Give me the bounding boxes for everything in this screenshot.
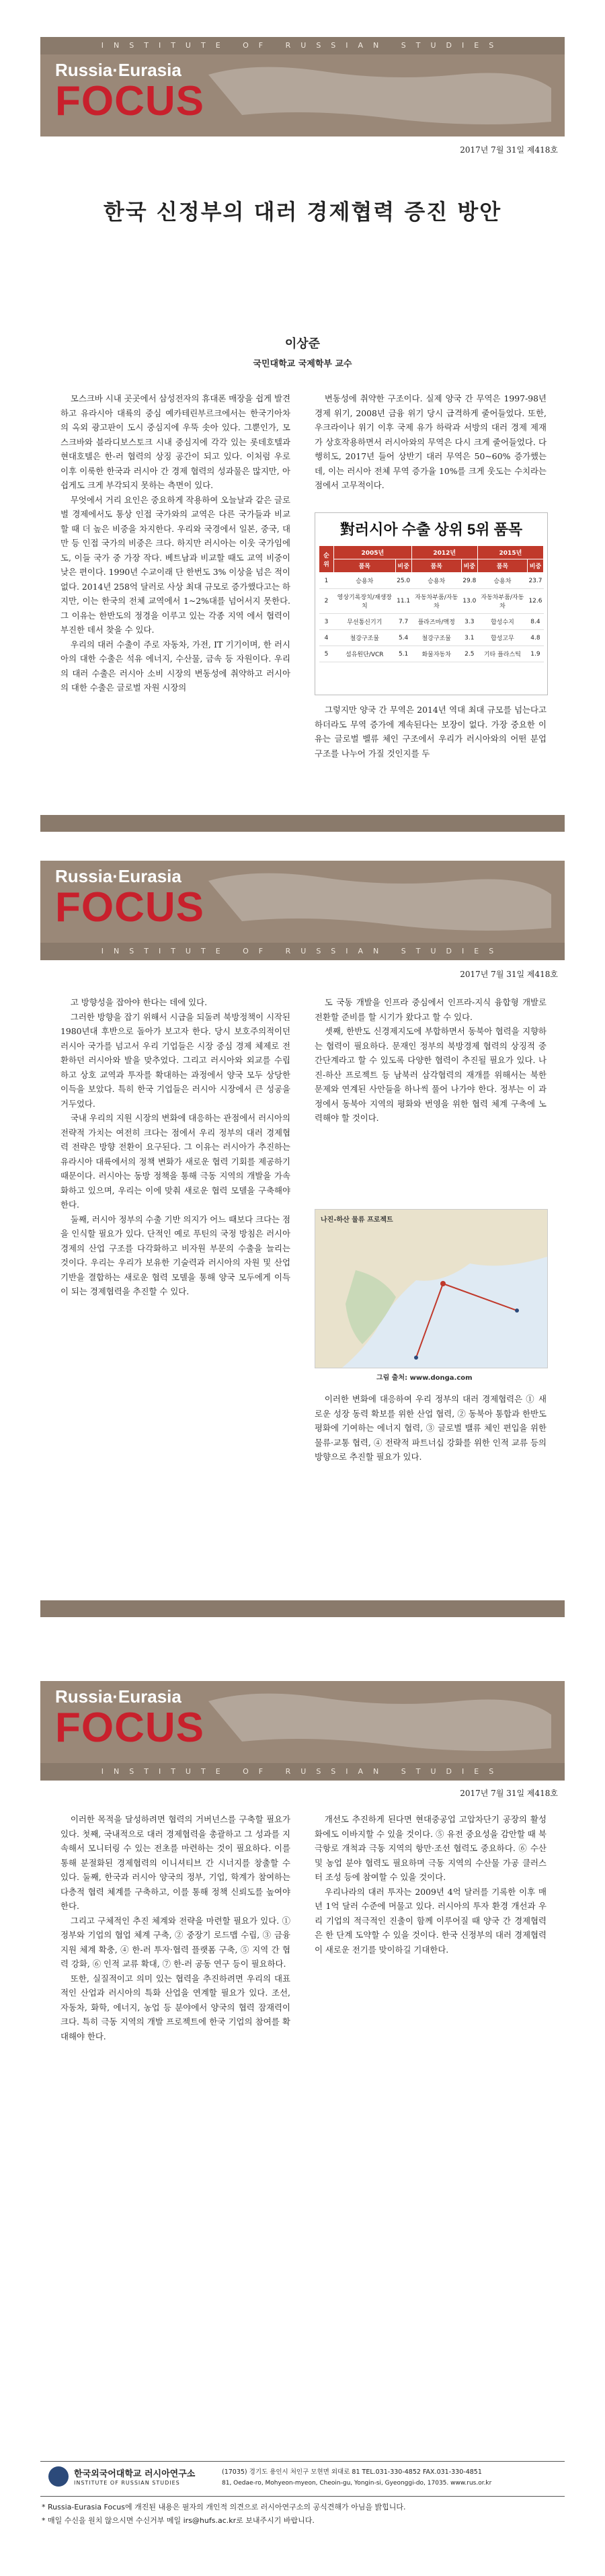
table-cell: 합성수지 — [477, 614, 527, 630]
issue-date: 2017년 7월 31일 제418호 — [460, 145, 558, 155]
col-header: 품목 — [477, 559, 527, 573]
page-3 — [0, 1668, 605, 2576]
map-caption: 그림 출처: www.donga.com — [376, 1374, 473, 1382]
table-cell: 무선통신기기 — [334, 614, 396, 630]
institute-logo-icon — [48, 2466, 69, 2487]
page-separator — [40, 1600, 565, 1617]
table-cell: 철강구조물 — [411, 630, 461, 646]
footer-disclaimer: * Russia-Eurasia Focus에 개진된 내용은 필자의 개인적 의견으로 러시아연구소의 공식견해가 아님을 밝힙니다. — [42, 2503, 406, 2511]
brand-focus: FOCUS — [55, 78, 204, 124]
export-table-title: 對러시아 수출 상위 5위 품목 — [339, 521, 523, 538]
table-cell: 2.5 — [461, 646, 477, 662]
table-cell: 4.8 — [527, 630, 543, 646]
paragraph: 그렇지만 양국 간 무역은 2014년 역대 최대 규모를 넘는다고 하더라도 무역 증가에 계속된다는 보장이 없다. 가장 중요한 이유는 글로벌 벨류 체인 구조에서 우리가 러시아와의 어떤 분업 구조를 나누어 가질 것인지를 두 — [315, 705, 547, 758]
issue-date: 2017년 7월 31일 제418호 — [460, 1789, 558, 1798]
paragraph: 도 국동 개발을 인프라 중심에서 인프라-지식 융합형 개발로 전환할 준비를 할 시기가 왔다고 할 수 있다. — [315, 997, 547, 1022]
issue-date: 2017년 7월 31일 제418호 — [460, 970, 558, 979]
paragraph: 우리의 대러 수출이 주로 자동차, 가전, IT 기기이며, 한 러시아의 대한 수출은 석유 에너지, 수산물, 금속 등 자원이다. 우리의 대러 수출은 러시아 소비 시장의 변동성에 취약하고 러시아의 대한 수출은 글로벌 자원 시장의 — [61, 639, 290, 693]
brand-focus: FOCUS — [55, 1705, 204, 1751]
institute-strip: INSTITUTE OF RUSSIAN STUDIES — [40, 943, 565, 960]
institute-strip: INSTITUTE OF RUSSIAN STUDIES — [40, 1763, 565, 1781]
footer-note: Russia-Eurasia Focus에 개진된 내용은 필자의 개인적 의견으로 러시아연구소의 공식견해가 아님을 밝힙니다. — [48, 2503, 406, 2511]
paragraph: 둘째, 러시아 정부의 수출 기반 의지가 어느 때보다 크다는 점을 인식할 필요가 있다. 단적인 예로 푸틴의 국정 방침은 러시아 경제의 산업 구조를 다각화하고 비자원 부문의 수출을 늘리는 것이다. 우리는 우리가 보유한 기술력과 러시아의 자원 및 산업 기반을 결합하는 새로운 협력 모델을 통해 양국 모두에게 이득이 되는 경제협력을 추진할 수 있다. — [61, 1214, 290, 1296]
table-row — [319, 614, 544, 630]
paragraph: 모스크바 시내 곳곳에서 삼성전자의 휴대폰 매장을 쉽게 발견하고 유라시아 대륙의 중심 예카테린부르크에서는 한국기아차의 옥외 광고판이 도시 중심지에 우뚝 솟아 있다. 그뿐인가, 모스크바와 블라디보스토크 시내 중심지에 각각 있는 롯데호텔과 현대호텔은 한-러 협력의 상징 공간이 되고 있다. 이처럼 우로 이후 이룩한 한국과 러시아 간 경제 협력의 성과물은 많지만, 아쉽게도 크게 부각되지 못하는 측면이 있다. — [61, 393, 290, 490]
rank-cell: 5 — [319, 646, 334, 662]
table-cell: 승용차 — [477, 573, 527, 589]
year-header: 2005년 — [334, 546, 412, 559]
p3-right-column — [315, 1812, 547, 2431]
table-cell: 합성고무 — [477, 630, 527, 646]
table-cell: 13.0 — [461, 589, 477, 614]
paragraph: 이러한 변화에 대응하여 우리 정부의 대러 경제협력은 ① 새로운 성장 동력 확보를 위한 산업 협력, ② 동북아 통합과 한반도 평화에 기여하는 에너지 협력, ③ 글로벌 밸류 체인 편입을 위한 물류·교통 협력, ④ 전략적 파트너십 강화를 위한 인적 교류 등의 방향으로 추진할 필요가 있다. — [315, 1394, 547, 1462]
page-2 — [0, 834, 605, 1668]
table-row — [319, 646, 544, 662]
table-cell: 25.0 — [395, 573, 411, 589]
table-cell: 3.1 — [461, 630, 477, 646]
paragraph: 그리고 구체적인 추진 체계와 전략을 마련할 필요가 있다. ① 정부와 기업의 협업 체계 구축, ② 중장기 로드맵 수립, ③ 금융 지원 체계 확충, ④ 한-러 투자·협력 플랫폼 구축, ⑤ 지역 간 협력 강화, ⑥ 인적 교류 확대, ⑦ 한-러 공동 연구 등이 필요하다. — [61, 1915, 290, 1969]
p1-right-column-bottom — [315, 703, 547, 790]
header-banner — [40, 861, 565, 943]
table-cell: 5.1 — [395, 646, 411, 662]
table-cell: 화물자동차 — [411, 646, 461, 662]
p1-left-column — [61, 391, 290, 795]
header-banner — [40, 54, 565, 136]
paragraph: 또한, 실질적이고 의미 있는 협력을 추진하려면 우리의 대표적인 산업과 러시아의 특화 산업을 연계할 필요가 있다. 조선, 자동차, 화학, 에너지, 농업 등 분야에서 양국의 협력 잠재력이 크다. 특히 극동 지역의 개발 프로젝트에 한국 기업의 참여를 확대해야 한다. — [61, 1973, 290, 2041]
table-cell: 승용차 — [411, 573, 461, 589]
year-header: 2012년 — [411, 546, 477, 559]
rajin-khasan-map — [315, 1209, 548, 1368]
table-cell: 23.7 — [527, 573, 543, 589]
rank-cell: 3 — [319, 614, 334, 630]
table-cell: 영상기록장치/재생장치 — [334, 589, 396, 614]
brand-top: Russia·Eurasia — [55, 60, 182, 80]
rank-cell: 1 — [319, 573, 334, 589]
paragraph: 무엇에서 거리 요인은 중요하게 작용하여 오늘날과 같은 글로벌 경제에서도 통상 인접 국가와의 교역은 다른 국가들과 비교할 때 더 높은 비중을 차지한다. 우리와 국경에서 일본, 중국, 대만 등 인접 국가의 비중은 크다. 하지만 러시아는 이웃 국가임에도, 이들 국가 중 가장 작다. 베트남과 비교할 때도 교역 비중이 낮은 편이다. 1990년 수교이래 단 한번도 3% 이상을 넘은 적이 없다. 2014년 258억 달러로 사상 최대 규모로 증가했다고는 하지만, 이는 한국의 전체 교역에서 1~2%대를 넘어서지 못한다. 그 이유는 한반도의 정경을 이루고 있는 각종 지역 에서 협력이 부진한 데서 찾을 수 있다. — [61, 494, 290, 635]
table-cell: 12.6 — [527, 589, 543, 614]
footer-address: (17035) 경기도 용인시 처인구 모현면 외대로 81 TEL.031-330-4852 FAX.031-330-4851 — [222, 2468, 482, 2476]
table-cell: 기타 플라스틱 — [477, 646, 527, 662]
paragraph: 이러한 목적을 달성하려면 협력의 거버넌스를 구축할 필요가 있다. 첫째, 국내적으로 대러 경제협력을 총괄하고 그 성과를 지속해서 모니터링 수 있는 전초를 마련하는 것이 필요하다. 이를 통해 분절화된 경제협력의 이니셔티브 간 시너지를 창출할 수 있다. 둘째, 한국과 러시아 양국의 정부, 기업, 학계가 참여하는 다층적 협력 체계를 구축하고, 이를 통해 정책 신뢰도를 높여야 한다. — [61, 1814, 290, 1911]
footer-divider — [40, 2461, 565, 2462]
col-header: 비중 — [527, 559, 543, 573]
brand-top: Russia·Eurasia — [55, 1686, 182, 1707]
table-cell: 8.4 — [527, 614, 543, 630]
col-header: 품목 — [334, 559, 396, 573]
footer-note: 매일 수신을 원치 않으시면 수신거부 메일 irs@hufs.ac.kr로 보내주시기 바랍니다. — [48, 2516, 315, 2525]
table-row — [319, 589, 544, 614]
page-1 — [0, 0, 605, 834]
paragraph: 변동성에 취약한 구조이다. 실제 양국 간 무역은 1997-98년 경제 위기, 2008년 금융 위기 당시 급격하게 줄어들었다. 또한, 우크라이나 위기 이후 국제 유가 하락과 서방의 대러 경제 제재가 상호작용하면서 러시아와의 무역은 다시 크게 줄어들었다. 다행히도, 2017년 들어 상반기 대러 무역은 50~60% 증가했는데, 이는 러시아 전체 무역 증가율 10%를 크게 웃도는 수치라는 점에서 고무적이다. — [315, 393, 547, 490]
p3-left-column — [61, 1812, 290, 2431]
col-header: 품목 — [411, 559, 461, 573]
brand-focus: FOCUS — [55, 884, 204, 931]
footer-address-en: 81, Oedae-ro, Mohyeon-myeon, Cheoin-gu, Yongin-si, Gyeonggi-do, 17035. www.rus.or.kr — [222, 2480, 492, 2487]
paragraph: 국내 우리의 지원 시장의 변화에 대응하는 관점에서 러시아의 전략적 가치는 여전히 크다는 점에서 우리 정부의 대러 경제협력 전략은 방향 전환이 요구된다. 그 이유는 러시아가 추진하는 유라시아 대륙에서의 정책 변화가 새로운 협력 기회를 제공하기 때문이다. 러시아는 동방 정책을 통해 극동 지역의 개발을 가속화하고 있으며, 우리는 이에 맞춰 새로운 협력 모델을 구축해야 한다. — [61, 1113, 290, 1210]
paragraph: 개선도 추진하게 된다면 현대중공업 고압차단기 공장의 활성화에도 이바지할 수 있을 것이다. ⑤ 유전 중요성을 감안할 때 북극항로 개척과 극동 지역의 항만·조선 협력도 중요하다. ⑥ 수산 및 농업 분야 협력도 필요하며 극동 지역의 수산물 가공 클러스터 조성 등에 참여할 수 있을 것이다. — [315, 1814, 547, 1882]
table-cell: 7.7 — [395, 614, 411, 630]
p1-right-column-top — [315, 391, 547, 509]
paragraph: 셋째, 한반도 신경제지도에 부합하면서 동북아 협력을 지향하는 협력이 필요하다. 문재인 정부의 북방경제 협력의 상징적 중간단계라고 할 수 있도록 다양한 협력이 추진될 필요가 있다. 나진-하산 프로젝트 등 남북러 삼각협력의 재개를 위해서는 북한 문제와 연계된 사안들을 하나씩 풀어 나가야 한다. 정부는 이 과정에서 동북아 지역의 평화와 번영을 위한 협력 체계 구축에 노력해야 할 것이다. — [315, 1026, 547, 1123]
author-name: 이상준 — [284, 337, 321, 351]
table-row — [319, 630, 544, 646]
footer-org-name-en: INSTITUTE OF RUSSIAN STUDIES — [74, 2480, 180, 2486]
table-cell: 11.1 — [395, 589, 411, 614]
col-header: 비중 — [461, 559, 477, 573]
footer-divider — [40, 2496, 565, 2497]
footer-unsubscribe: * 매일 수신을 원치 않으시면 수신거부 메일 irs@hufs.ac.kr로 보내주시기 바랍니다. — [42, 2516, 315, 2525]
brand-top: Russia·Eurasia — [55, 866, 182, 886]
p2-left-column — [61, 995, 290, 1600]
table-cell: 철강구조물 — [334, 630, 396, 646]
table-cell: 3.3 — [461, 614, 477, 630]
institute-strip: INSTITUTE OF RUSSIAN STUDIES — [40, 37, 565, 54]
map-graphic — [315, 1210, 547, 1368]
map-title: 나진-하산 물류 프로젝트 — [321, 1216, 393, 1224]
paragraph: 고 방향성을 잡아야 한다는 데에 있다. — [70, 997, 208, 1007]
author-affiliation: 국민대학교 국제학부 교수 — [253, 359, 352, 369]
table-cell: 5.4 — [395, 630, 411, 646]
table-cell: 승용차 — [334, 573, 396, 589]
table-cell: 자동차부품/자동차 — [411, 589, 461, 614]
year-header: 2015년 — [477, 546, 543, 559]
export-table-box — [315, 512, 548, 695]
table-cell: 플라즈마/액정 — [411, 614, 461, 630]
table-cell: 29.8 — [461, 573, 477, 589]
p2-right-column-top — [315, 995, 547, 1200]
header-banner — [40, 1681, 565, 1763]
rank-cell: 4 — [319, 630, 334, 646]
table-cell: 1.9 — [527, 646, 543, 662]
rank-cell: 2 — [319, 589, 334, 614]
export-table — [319, 545, 544, 662]
footer-org-name: 한국외국어대학교 러시아연구소 — [74, 2469, 196, 2479]
article-title: 한국 신정부의 대러 경제협력 증진 방안 — [103, 199, 502, 225]
table-cell: 자동차부품/자동차 — [477, 589, 527, 614]
rank-header: 순위 — [319, 546, 334, 573]
page-separator — [40, 815, 565, 832]
paragraph: 그러한 방향을 잡기 위해서 시급을 되돌려 북방정책이 시작된 1980년대 후반으로 돌아가 보고자 한다. 당시 보호주의적이던 러시아 국가를 넘고서 우리 기업들은 시장 중심 경제 체제로 전환하던 러시아와 발을 맞추었다. 그리고 러시아와 외교를 수립하고 상호 교역과 투자를 확대하는 과정에서 양국 모두 상당한 이득을 보았다. 특히 한국 기업들은 러시아 시장에서 큰 성공을 거두었다. — [61, 1011, 290, 1109]
paragraph: 우리나라의 대러 투자는 2009년 4억 달러를 기록한 이후 매년 1억 달러 수준에 머물고 있다. 러시아의 투자 환경 개선과 우리 기업의 적극적인 진출이 함께 이루어질 때 양국 간 경제협력은 한 단계 도약할 수 있을 것이다. 한국 신정부의 대러 경제협력이 새로운 전기를 맞이하길 기대한다. — [315, 1886, 547, 1955]
p2-right-column-bottom — [315, 1392, 547, 1567]
table-cell: 섬유원단/VCR — [334, 646, 396, 662]
table-row — [319, 573, 544, 589]
col-header: 비중 — [395, 559, 411, 573]
